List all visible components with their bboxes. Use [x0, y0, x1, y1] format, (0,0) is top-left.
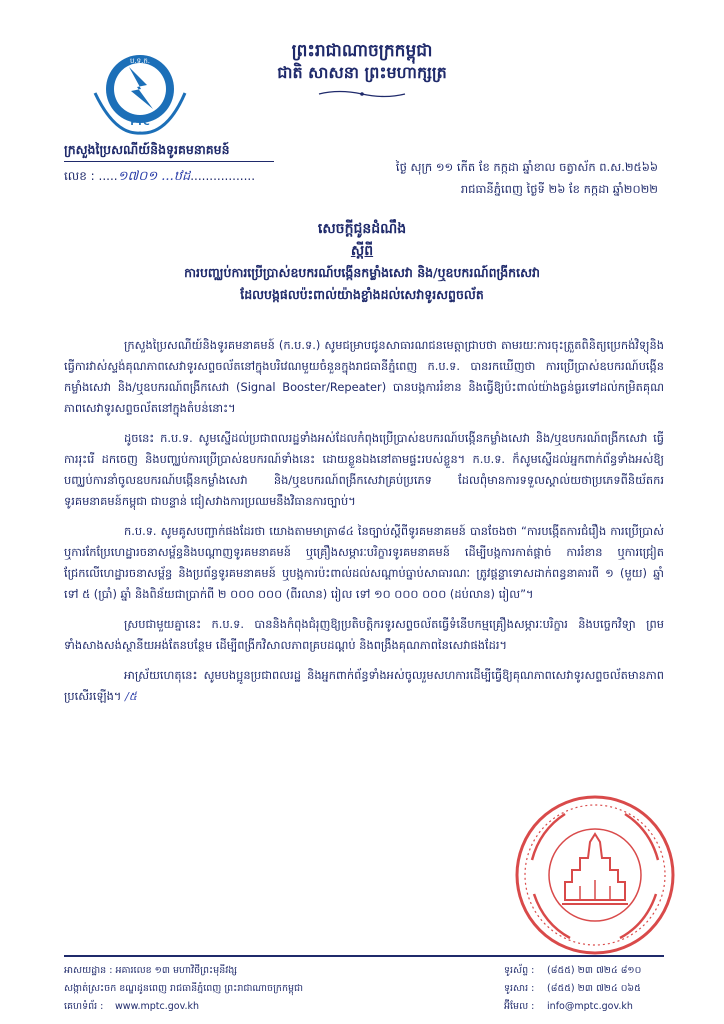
paragraph-3: ក.ប.ទ. សូមគូសបញ្ជាក់ផងដែរថា យោងតាមមាត្រា៨៤ នៃច្បាប់ស្ដីពីទូរគមនាគមន៍ បានចែងថា “ការបង្កើតការជំរឿង ការប្រើប្រាស់ ឬការកែប្រែហេដ្ឋារចនាសម្ព័ន្ធនិងបណ្ដាញទូរគមនាគមន៍ ឬគ្រឿងសម្ភារៈបរិក្ខារទូរគមនាគមន៍ ដើម្បីបង្កការកាត់ផ្ដាច់ ការរំខាន ឬការជ្រៀតជ្រែកលើហេដ្ឋារចនាសម្ព័ន្ធ និងប្រព័ន្ធទូរគមនាគមន៍ ឬបង្កការប៉ះពាល់ដល់សណ្ដាប់ធ្នាប់សាធារណៈ ត្រូវផ្ដន្ទាទោសដាក់ពន្ធនាគារពី ១ (មួយ) ឆ្នាំ ទៅ ៥ (ប្រាំ) ឆ្នាំ និងពិន័យជាប្រាក់ពី ២ ០០០ ០០០ (ពីរលាន) រៀល ទៅ ១០ ០០០ ០០០ (ដប់លាន) រៀល”។	[64, 524, 664, 601]
address-line-2: សង្កាត់ស្រះចក ខណ្ឌដូនពេញ រាជធានីភ្នំពេញ ព្រះរាជាណាចក្រកម្ពុជា	[64, 983, 304, 994]
notice-subject-line-2: ដែលបង្កផលប៉ះពាល់យ៉ាងខ្លាំងដល់សេវាទូរសព្ទចល័ត	[240, 287, 484, 302]
ministry-logo-icon	[85, 45, 195, 140]
logo-text-top: ប.ទ.ក.	[129, 57, 151, 65]
notice-subject-label: ស្ដីពី	[350, 243, 374, 259]
phone-label: ទូរស័ព្ទ :	[504, 965, 535, 976]
fax-label: ទូរសារ :	[504, 983, 535, 994]
logo-text-bottom: PTC	[130, 118, 150, 128]
notice-title: សេចក្ដីជូនដំណឹង	[317, 221, 407, 237]
notice-subject-line-1: ការបញ្ឈប់ការប្រើប្រាស់ឧបករណ៍បង្កើនកម្លាំងសេវា និង/ឬឧបករណ៍ពង្រីកសេវា	[184, 265, 540, 280]
phone-value: (៨៥៥) ២៣ ៧២៤ ៨១០	[547, 965, 642, 976]
paragraph-2: ដូចនេះ ក.ប.ទ. សូមស្នើដល់ប្រជាពលរដ្ឋទាំងអស់ដែលកំពុងប្រើប្រាស់ឧបករណ៍បង្កើនកម្លាំងសេវា និង/ឬឧបករណ៍ពង្រីកសេវា ធ្វើការរុះរើ ដកចេញ និងបញ្ឈប់ការប្រើប្រាស់ឧបករណ៍ទាំងនេះ ដោយខ្លួនឯងនៅតាមផ្ទះរបស់ខ្លួន។ ក.ប.ទ. ក៏សូមស្នើដល់អ្នកពាក់ព័ន្ធទាំងអស់ឱ្យបញ្ឈប់ការនាំចូលឧបករណ៍បង្កើនកម្លាំងសេវា និង/ឬឧបករណ៍ពង្រីកសេវាគ្រប់ប្រភេទ ដែលពុំមានការទទួលស្គាល់យថាប្រភេទពីនិយ័តករទូរគមនាគមន៍កម្ពុជា ជាបន្ទាន់ ជៀសវាងការប្រឈមនឹងវិធានការច្បាប់។	[64, 431, 664, 508]
reference-value: ១៧០១ ...ឋដ	[117, 169, 191, 184]
website-link[interactable]: www.mptc.gov.kh	[115, 1001, 200, 1012]
footer-divider	[64, 955, 664, 957]
email-label: អ៊ីមែល :	[504, 1001, 535, 1012]
paragraph-5-text: អាស្រ័យហេតុនេះ សូមបងប្អូនប្រជាពលរដ្ឋ និងអ្នកពាក់ព័ន្ធទាំងអស់ចូលរួមសហការដើម្បីធ្វើឱ្យគុណភាពសេវាទូរសព្ទចល័តមានភាពប្រសើរឡើង។	[64, 668, 664, 703]
national-motto: ជាតិ សាសនា ព្រះមហាក្សត្រ	[277, 63, 447, 82]
email-link[interactable]: info@mptc.gov.kh	[547, 1001, 633, 1012]
initial-mark: /៥	[124, 689, 137, 703]
website-label: គេហទំព័រ :	[64, 1001, 104, 1012]
ornament-divider-icon	[317, 89, 407, 99]
address-value: អគារលេខ ១៣ មហាវិថីព្រះមុនីវង្ស	[115, 965, 238, 976]
paragraph-1: ក្រសួងប្រៃសណីយ៍និងទូរគមនាគមន៍ (ក.ប.ទ.) សូមជម្រាបជូនសាធារណជនមេត្តាជ្រាបថា តាមរយៈការចុះត្រួតពិនិត្យប្រេកង់វិទ្យុនិងធ្វើការវាស់ស្ទង់គុណភាពសេវាទូរសព្ទចល័តនៅក្នុងបរិវេណមួយចំនួនក្នុងរាជធានីភ្នំពេញ ក.ប.ទ. បានរកឃើញថា ការប្រើប្រាស់ឧបករណ៍បង្កើនកម្លាំងសេវា និង/ឬឧបករណ៍ពង្រីកសេវា (Signal Booster/Repeater) បានបង្កការរំខាន និងធ្វើឱ្យប៉ះពាល់យ៉ាងធ្ងន់ធ្ងរទៅដល់កម្រិតគុណភាពសេវាទូរសព្ទចល័តនៅក្នុងតំបន់នោះ។	[64, 338, 664, 415]
lunar-date: ថ្ងៃ សុក្រ ១១ កើត ខែ កក្កដា ឆ្នាំខាល ចត្វាស័ក ព.ស.២៥៦៦	[395, 160, 658, 174]
address-label: អាសយដ្ឋាន :	[64, 965, 113, 976]
reference-label: លេខ :	[64, 169, 95, 183]
fax-value: (៨៥៥) ២៣ ៧២៤ ០៦៥	[547, 983, 641, 994]
ministry-underline	[64, 161, 274, 162]
reference-number: លេខ : .....១៧០១ ...ឋដ.................	[64, 169, 256, 184]
notice-body	[64, 335, 664, 716]
kingdom-title: ព្រះរាជាណាចក្រកម្ពុជា	[291, 41, 433, 61]
paragraph-4: ស្របជាមួយគ្នានេះ ក.ប.ទ. បាននិងកំពុងជំរុញឱ្យប្រតិបត្តិករទូរសព្ទចល័តធ្វើទំនើបកម្មគ្រឿងសម្ភារៈបរិក្ខារ និងបច្ចេកវិទ្យា ព្រមទាំងសាងសង់ស្ថានីយអង់តែនបន្ថែម ដើម្បីពង្រីកវិសាលភាពគ្របដណ្ដប់ និងពង្រឹងគុណភាពនៃសេវាផងដែរ។	[64, 617, 664, 652]
footer-phone-block	[504, 962, 674, 1016]
official-seal-icon	[510, 790, 680, 960]
notice-titles	[0, 218, 724, 306]
ministry-name: ក្រសួងប្រៃសណីយ៍និងទូរគមនាគមន៍	[64, 142, 230, 157]
paragraph-5	[64, 665, 664, 707]
solar-date: រាជធានីភ្នំពេញ ថ្ងៃទី ២៦ ខែ កក្កដា ឆ្នាំ២០២២	[460, 182, 658, 196]
footer-address-block	[64, 962, 464, 1016]
document-date	[396, 156, 658, 200]
